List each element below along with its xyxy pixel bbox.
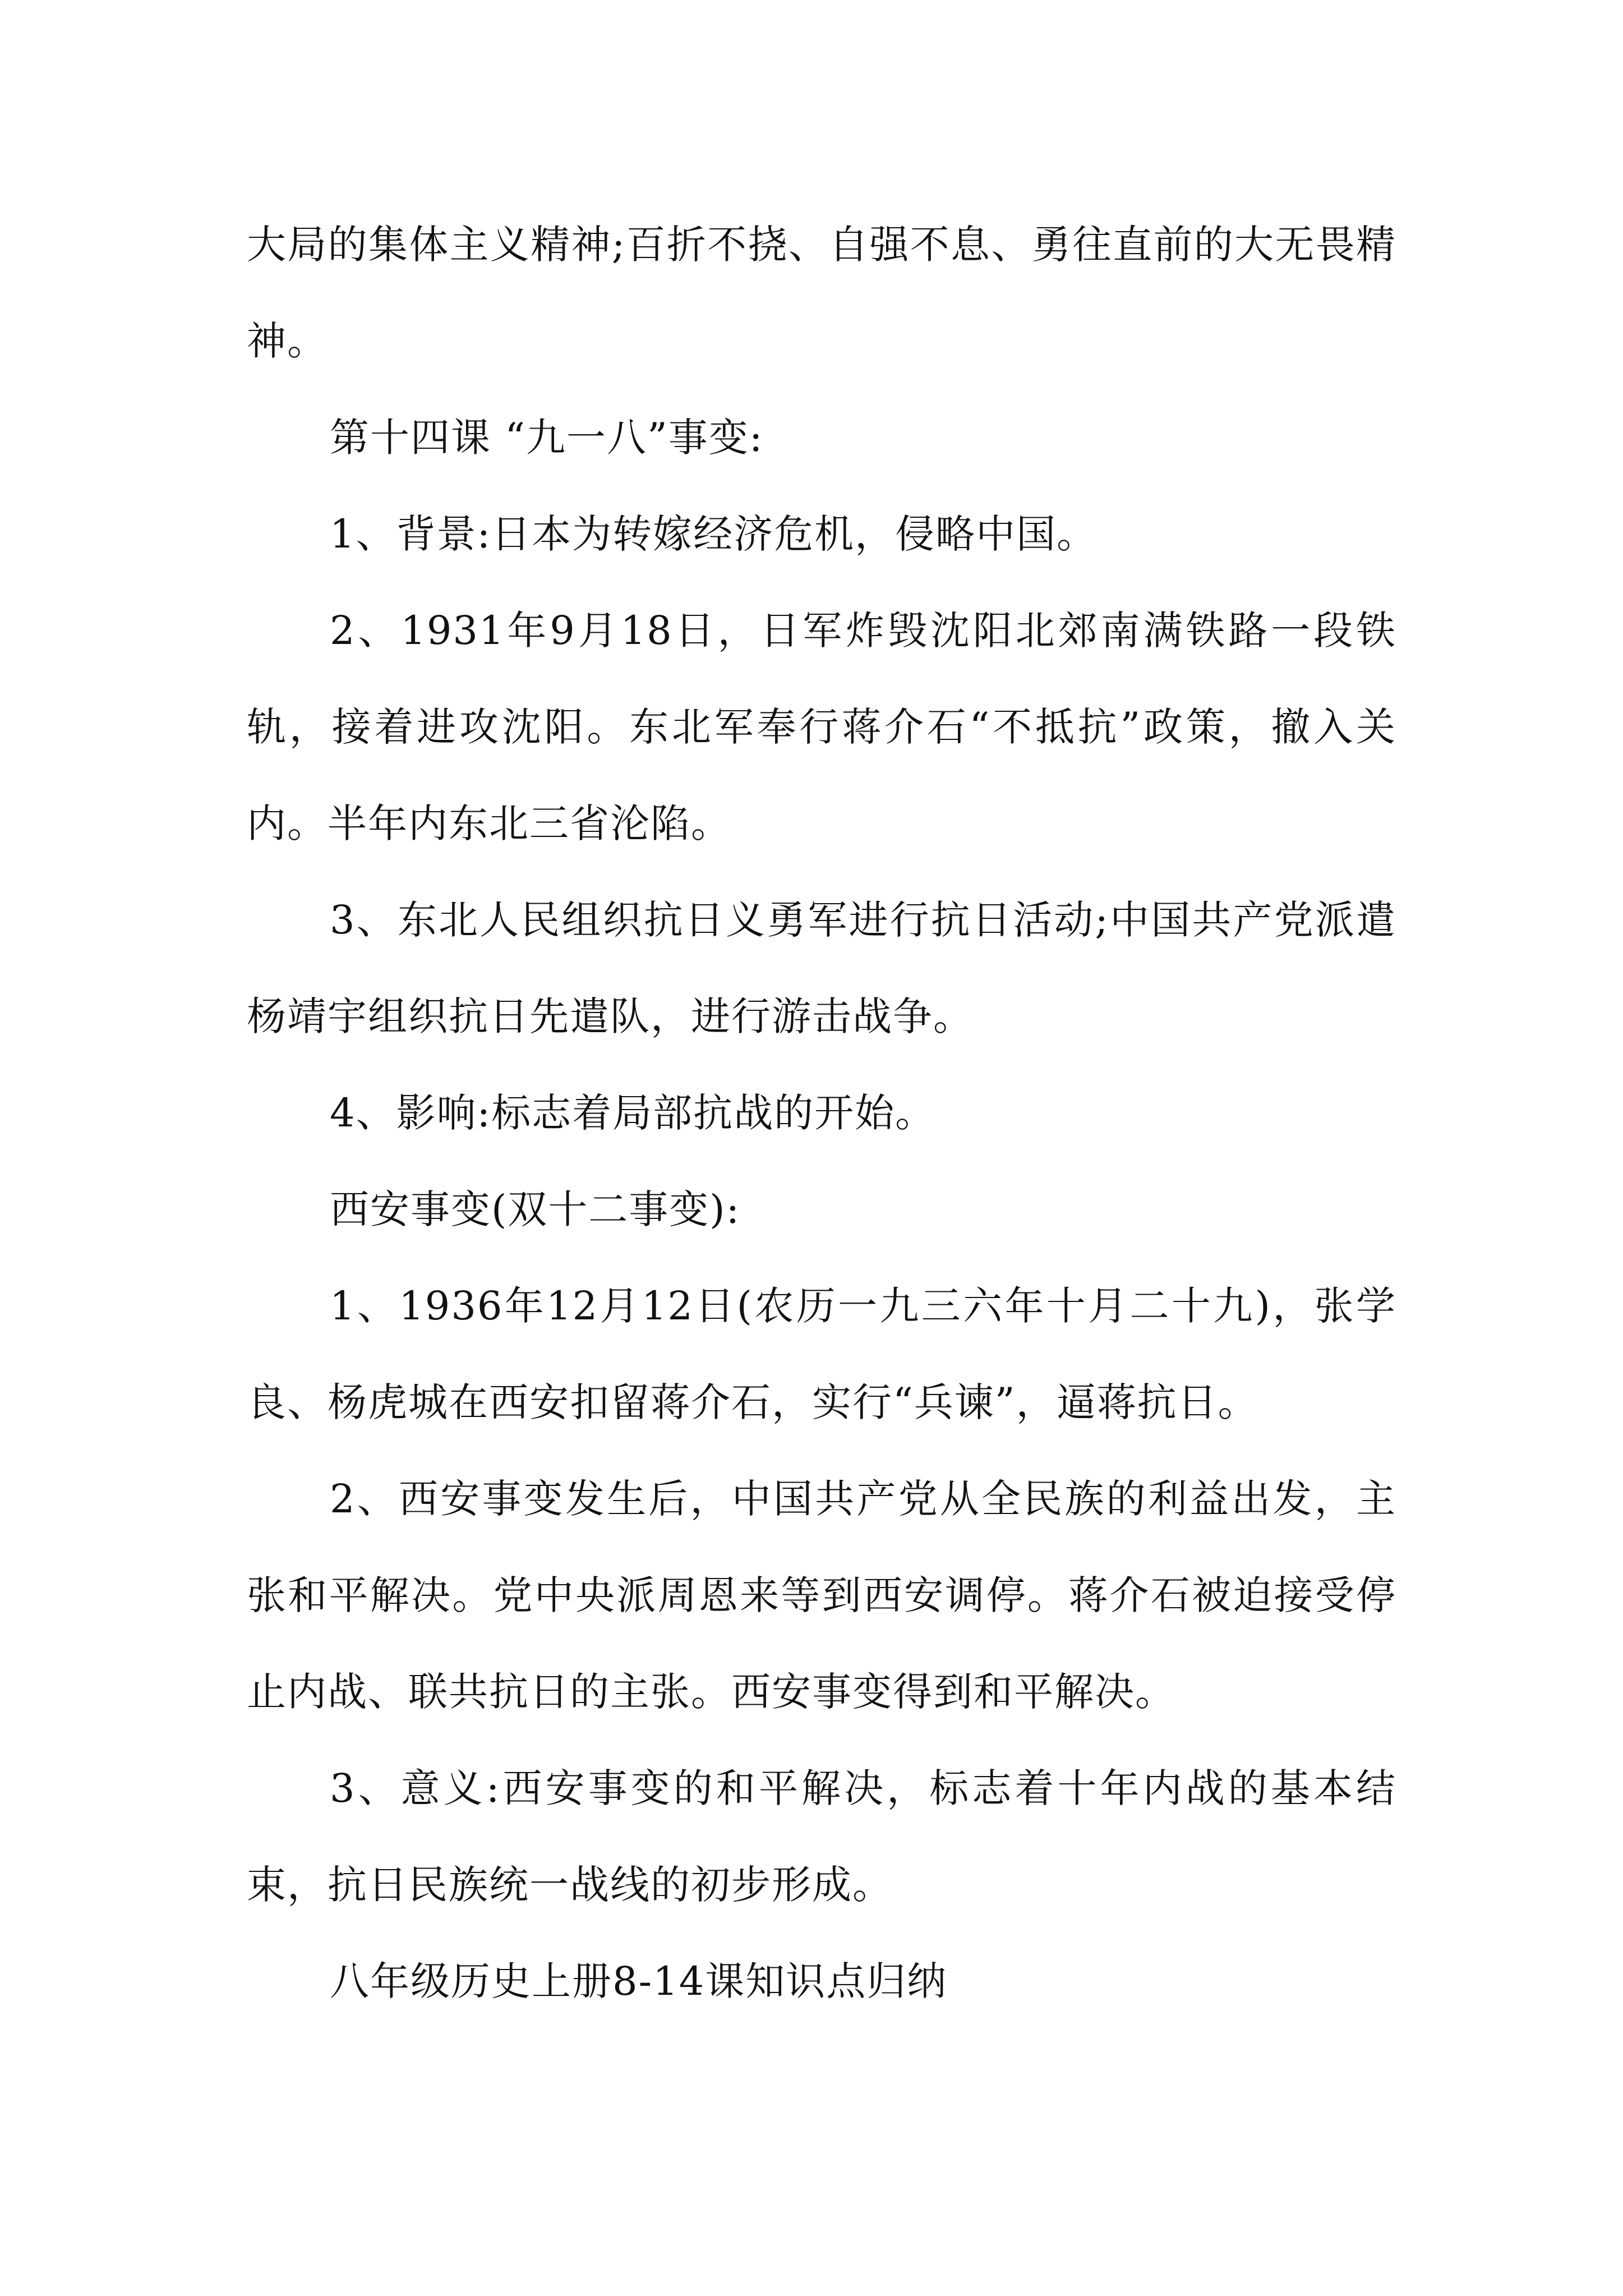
paragraph-event-1931: 2、1931年9月18日，日军炸毁沈阳北郊南满铁路一段铁轨，接着进攻沈阳。东北军奉行蒋介石“不抵抗”政策，撤入关内。半年内东北三省沦陷。 [247, 608, 1396, 846]
document-body [247, 196, 1396, 2030]
xian-incident-heading: 西安事变(双十二事变): [330, 1186, 741, 1232]
paragraph-resolution: 2、西安事变发生后，中国共产党从全民族的利益出发，主张和平解决。党中央派周恩来等到西安调停。蒋介石被迫接受停止内战、联共抗日的主张。西安事变得到和平解决。 [247, 1476, 1396, 1715]
lesson-14-heading: 第十四课 “九一八”事变: [330, 415, 764, 461]
paragraph-significance: 3、意义:西安事变的和平解决，标志着十年内战的基本结束，抗日民族统一战线的初步形成。 [247, 1765, 1396, 1908]
paragraph-background: 1、背景:日本为转嫁经济危机，侵略中国。 [330, 511, 1098, 557]
document-footer-title: 八年级历史上册8-14课知识点归纳 [330, 1958, 948, 2004]
paragraph-event-1936: 1、1936年12月12日(农历一九三六年十月二十九)，张学良、杨虎城在西安扣留蒋介石，实行“兵谏”，逼蒋抗日。 [247, 1283, 1396, 1425]
paragraph-impact: 4、影响:标志着局部抗战的开始。 [330, 1090, 936, 1136]
paragraph-continuation: 大局的集体主义精神;百折不挠、自强不息、勇往直前的大无畏精神。 [247, 222, 1396, 364]
paragraph-resistance: 3、东北人民组织抗日义勇军进行抗日活动;中国共产党派遣杨靖宇组织抗日先遣队，进行游击战争。 [247, 897, 1396, 1039]
